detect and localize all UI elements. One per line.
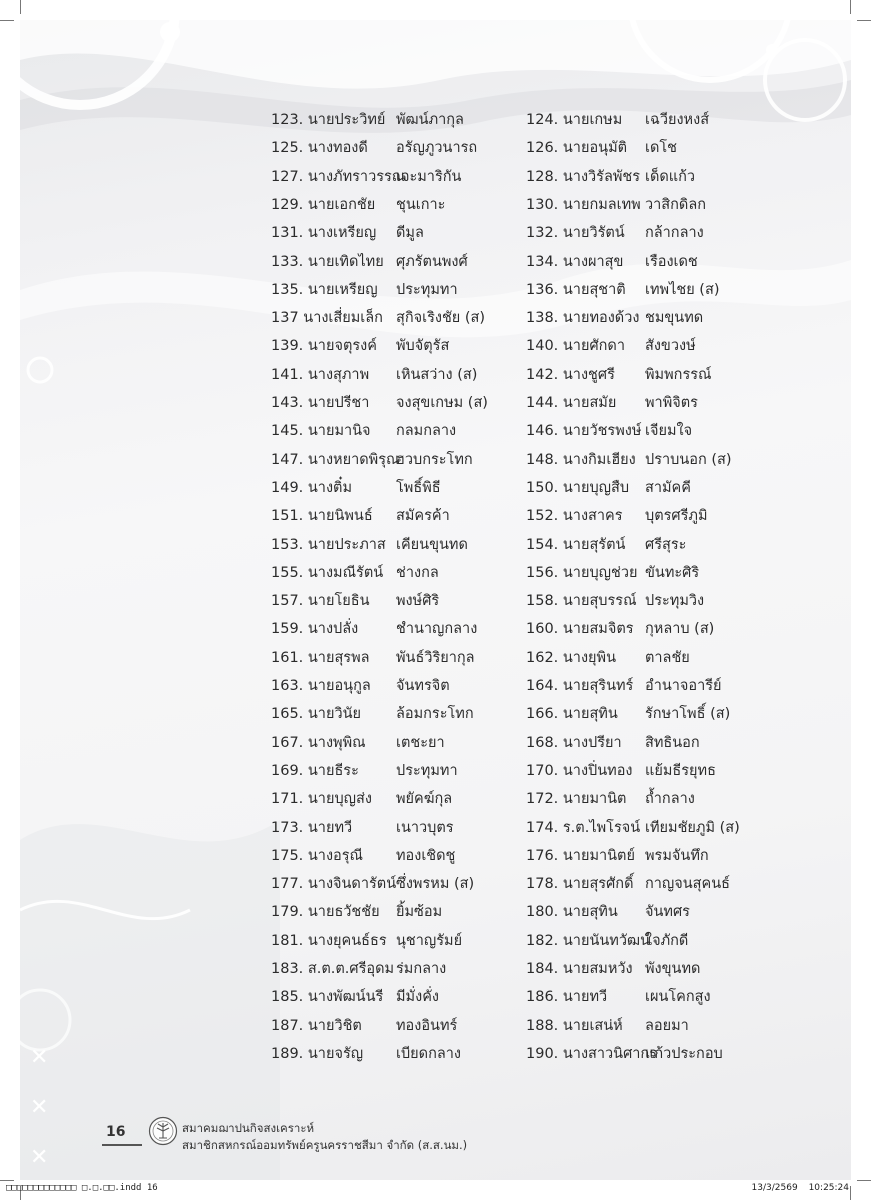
member-surname: สมัครค้า xyxy=(396,508,450,525)
member-name: 145. นายมานิจ xyxy=(271,423,371,440)
member-surname: ชุนเกาะ xyxy=(396,196,446,213)
member-name: 152. นางสาคร xyxy=(526,508,623,525)
member-surname: จันทรจิต xyxy=(396,678,450,694)
member-name: 166. นายสุทิน xyxy=(526,706,618,723)
member-surname: เจะมาริกัน xyxy=(396,168,462,185)
member-name: 138. นายทองด้วง xyxy=(526,310,640,327)
decorative-x-icon: ✕ xyxy=(30,1095,49,1120)
member-name: 136. นายสุชาติ xyxy=(526,281,626,298)
member-name: 153. นายประภาส xyxy=(271,536,386,553)
member-surname: เทพไชย (ส) xyxy=(645,281,720,298)
crop-mark xyxy=(850,0,851,14)
member-surname: พัฒน์ภากุล xyxy=(396,112,464,128)
member-surname: สามัคคี xyxy=(645,479,691,496)
crop-mark xyxy=(857,1180,871,1181)
crop-mark xyxy=(0,1180,14,1181)
member-surname: พับจัตุรัส xyxy=(396,338,450,355)
member-surname: วาสิกดิลก xyxy=(645,196,706,213)
member-name: 182. นายนันทวัฒน์ xyxy=(526,932,650,949)
member-name: 162. นางยุพิน xyxy=(526,649,616,666)
member-surname: ปราบนอก (ส) xyxy=(645,451,732,468)
member-surname: เดโช xyxy=(645,140,678,157)
member-surname: แก้วประกอบ xyxy=(645,1045,723,1062)
member-name: 157. นายโยธิน xyxy=(271,593,370,610)
member-surname: อำนาจอารีย์ xyxy=(645,678,722,694)
member-name: 186. นายทวี xyxy=(526,989,608,1006)
decorative-x-icon: ✕ xyxy=(30,1045,49,1070)
page-number: 16 xyxy=(106,1124,126,1140)
member-surname: จันทศร xyxy=(645,904,690,921)
member-surname: ทองเชิดชู xyxy=(396,847,456,864)
member-name: 156. นายบุญช่วย xyxy=(526,564,638,581)
member-surname: พันธ์วิริยากุล xyxy=(396,649,475,666)
member-surname: พาพิจิตร xyxy=(645,395,698,411)
member-name: 150. นายบุญสืบ xyxy=(526,479,630,496)
association-subtitle: สมาชิกสหกรณ์ออมทรัพย์ครูนครราชสีมา จำกัด (ส.ส.นม.) xyxy=(182,1138,468,1152)
crop-mark xyxy=(0,20,14,21)
member-name: 190. นางสาวนิศากร xyxy=(526,1045,657,1062)
member-name: 141. นางสุภาพ xyxy=(271,366,370,383)
member-surname: ประทุมวิง xyxy=(645,593,705,610)
member-surname: ชำนาญกลาง xyxy=(396,621,478,638)
member-name: 127. นางภัทราวรรณ xyxy=(271,168,406,185)
member-surname: เจียมใจ xyxy=(645,423,693,440)
member-name: 165. นายวินัย xyxy=(271,706,361,723)
member-name: 160. นายสมจิตร xyxy=(526,621,634,638)
decorative-x-icon: ✕ xyxy=(30,1145,49,1170)
member-name: 183. ส.ต.ต.ศรีอุดม xyxy=(271,961,395,977)
member-surname: ศุภรัตนพงศ์ xyxy=(396,253,468,270)
member-name: 123. นายประวิทย์ xyxy=(271,112,386,128)
member-surname: ยิ้มซ้อม xyxy=(396,904,443,921)
member-name: 172. นายมานิต xyxy=(526,791,627,808)
member-surname: แย้มธีรยุทธ xyxy=(645,762,716,779)
crop-mark xyxy=(857,20,871,21)
member-name: 133. นายเทิดไทย xyxy=(271,253,384,270)
member-name: 143. นายปรีชา xyxy=(271,395,370,411)
member-name: 170. นางปิ่นทอง xyxy=(526,762,633,779)
crop-mark xyxy=(850,1186,851,1200)
member-surname: บุตรศรีภูมิ xyxy=(645,508,708,525)
member-surname: พยัคฆ์กุล xyxy=(396,791,453,808)
member-surname: เรืองเดช xyxy=(645,253,698,270)
member-name: 135. นายเหรียญ xyxy=(271,281,378,298)
member-surname: เทียมชัยภูมิ (ส) xyxy=(645,819,740,836)
member-surname: ศรีสุระ xyxy=(645,536,687,553)
member-name: 129. นายเอกชัย xyxy=(271,196,376,213)
member-surname: โพธิ์พิธี xyxy=(396,479,441,496)
member-surname: กาญจนสุคนธ์ xyxy=(645,876,730,893)
member-surname: ดีมูล xyxy=(396,225,424,242)
member-surname: ถ้ำกลาง xyxy=(645,791,695,808)
member-name: 124. นายเกษม xyxy=(526,112,623,128)
member-surname: เหินสว่าง (ส) xyxy=(396,366,478,383)
member-name: 181. นางยุคนธ์ธร xyxy=(271,932,387,949)
member-name: 180. นายสุทิน xyxy=(526,904,618,921)
member-surname: สิทธินอก xyxy=(645,734,700,751)
member-name: 140. นายศักดา xyxy=(526,338,625,355)
member-name: 132. นายวิรัตน์ xyxy=(526,225,625,242)
member-name: 174. ร.ต.ไพโรจน์ xyxy=(526,819,641,836)
member-surname: ร่มกลาง xyxy=(396,961,447,977)
association-logo-icon xyxy=(148,1116,178,1146)
member-name: 144. นายสมัย xyxy=(526,395,617,411)
member-name: 134. นางผาสุข xyxy=(526,253,624,270)
member-name: 151. นายนิพนธ์ xyxy=(271,508,373,525)
member-name: 147. นางหยาดพิรุณ xyxy=(271,451,400,468)
member-surname: ทองอินทร์ xyxy=(396,1017,458,1034)
member-surname: สังขวงษ์ xyxy=(645,338,696,355)
member-name: 187. นายวิชิต xyxy=(271,1017,362,1034)
member-name: 126. นายอนุมัติ xyxy=(526,140,628,157)
member-name: 184. นายสมหวัง xyxy=(526,961,633,977)
member-surname: กล้ากลาง xyxy=(645,225,704,242)
member-surname: ตาลชัย xyxy=(645,649,690,666)
member-surname: เนาวบุตร xyxy=(396,819,454,836)
member-surname: ประทุมทา xyxy=(396,762,458,779)
member-surname: พังขุนทด xyxy=(645,961,701,977)
member-surname: สุกิจเริงชัย (ส) xyxy=(396,310,486,327)
member-surname: นุชาญรัมย์ xyxy=(396,932,463,949)
member-name: 158. นายสุบรรณ์ xyxy=(526,593,637,610)
member-name: 131. นางเหรียญ xyxy=(271,225,377,242)
member-surname: ประทุมทา xyxy=(396,281,458,298)
member-name: 125. นางทองดี xyxy=(271,140,368,157)
member-surname: เด็ดแก้ว xyxy=(645,168,696,185)
member-name: 171. นายบุญส่ง xyxy=(271,791,372,808)
member-name: 139. นายจตุรงค์ xyxy=(271,338,377,355)
member-surname: รักษาโพธิ์ (ส) xyxy=(645,706,731,723)
member-name: 189. นายจรัญ xyxy=(271,1045,364,1062)
page-number-underline xyxy=(102,1144,142,1146)
print-slug-date: 13/3/2569 xyxy=(751,1183,798,1193)
member-name: 168. นางปรียา xyxy=(526,734,622,751)
member-name: 169. นายธีระ xyxy=(271,762,359,779)
print-slug-filename: □□□□□□□□□□□□□ □.□.□□.indd 16 xyxy=(6,1183,158,1193)
member-surname: เฉวียงหงส์ xyxy=(645,112,710,128)
member-name: 173. นายทวี xyxy=(271,819,353,836)
member-surname: เคียนขุนทด xyxy=(396,536,468,553)
page-sheet xyxy=(20,20,851,1180)
member-surname: ลอยมา xyxy=(645,1017,689,1034)
member-name: 142. นางชูศรี xyxy=(526,366,615,383)
member-name: 154. นายสุรัตน์ xyxy=(526,536,626,553)
member-surname: พิมพกรรณ์ xyxy=(645,366,712,383)
member-name: 137 นางเสี่ยมเล็ก xyxy=(271,310,383,327)
crop-mark xyxy=(20,0,21,14)
member-surname: พงษ์ศิริ xyxy=(396,593,440,610)
member-name: 149. นางติ๋ม xyxy=(271,479,353,496)
member-surname: อรัญภูวนารถ xyxy=(396,140,478,157)
member-name: 179. นายธวัชชัย xyxy=(271,904,380,921)
member-surname: มีมั่งคั่ง xyxy=(396,989,439,1006)
member-surname: ล้อมกระโทก xyxy=(396,706,474,723)
member-name: 164. นายสุรินทร์ xyxy=(526,678,634,694)
member-name: 177. นางจินดารัตน์ xyxy=(271,876,397,893)
member-name: 178. นายสุรศักดิ์ xyxy=(526,876,634,893)
member-name: 130. นายกมลเทพ xyxy=(526,196,641,213)
member-name: 155. นางมณีรัตน์ xyxy=(271,564,384,581)
member-name: 148. นางกิมเฮียง xyxy=(526,451,636,468)
member-surname: กุหลาบ (ส) xyxy=(645,621,715,638)
member-name: 188. นายเสน่ห์ xyxy=(526,1017,623,1034)
member-roster xyxy=(20,20,851,1180)
member-name: 167. นางพุพิณ xyxy=(271,734,366,751)
member-surname: เตชะยา xyxy=(396,734,445,751)
member-surname: กลมกลาง xyxy=(396,423,457,440)
print-slug-time: 10:25:24 xyxy=(808,1183,849,1193)
member-name: 185. นางพัฒน์นรี xyxy=(271,989,384,1006)
member-name: 175. นางอรุณี xyxy=(271,847,363,864)
member-name: 176. นายมานิตย์ xyxy=(526,847,635,864)
member-surname: พรมจันทึก xyxy=(645,847,709,864)
member-surname: ซึ่งพรหม (ส) xyxy=(396,876,475,893)
member-name: 146. นายวัชรพงษ์ xyxy=(526,423,642,440)
member-surname: ขันทะศิริ xyxy=(645,564,700,581)
member-name: 161. นายสุรพล xyxy=(271,649,370,666)
member-surname: จงสุขเกษม (ส) xyxy=(396,395,488,411)
member-surname: เผนโคกสูง xyxy=(645,989,711,1006)
member-name: 163. นายอนุกูล xyxy=(271,678,371,694)
member-surname: ฮวบกระโทก xyxy=(396,451,473,468)
member-name: 128. นางวิรัลพัชร xyxy=(526,168,641,185)
association-name: สมาคมฌาปนกิจสงเคราะห์ xyxy=(182,1121,315,1135)
member-surname: ใจภักดี xyxy=(645,932,689,949)
member-surname: ชมขุนทด xyxy=(645,310,704,327)
member-surname: เบียดกลาง xyxy=(396,1045,461,1062)
member-surname: ช่างกล xyxy=(396,564,439,581)
member-name: 159. นางปลั่ง xyxy=(271,621,359,638)
print-slug-timestamp xyxy=(752,1183,849,1193)
